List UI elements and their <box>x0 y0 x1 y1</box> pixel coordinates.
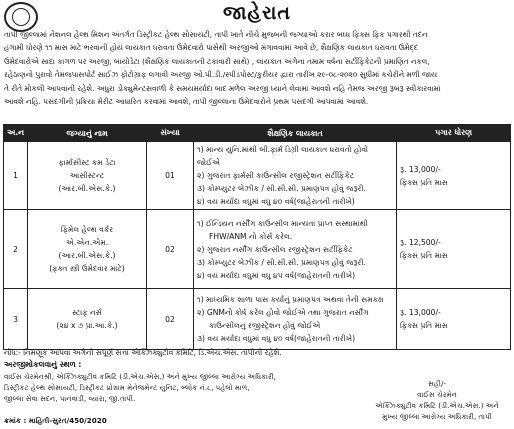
address-line: ડિસ્ટ્રીકટ હેલ્થ સોસાયટી, ડિસ્ટ્રીકટ પ્રોગ્રામ મેનેજમેન્ટ યુનિટ, બ્લોક નં.૮, પહેલો માળ, <box>4 383 250 392</box>
post-name-line: આસીસ્ટન્ટ <box>69 171 105 180</box>
header-count: સંખ્યા <box>147 125 194 142</box>
page-title: જાહેરાત <box>222 2 292 24</box>
post-name-line: એ.એન.એમ. <box>65 238 109 247</box>
pay-amount: રૂ. 13,000/- <box>400 308 441 317</box>
qualification-line: ૧) માન્ય યુનિ.માંથી બી.ફાર્મ ડિગ્રી લાયકાત ધરાવતો હોવો જોઈએ <box>197 145 368 167</box>
table-header-row <box>4 125 511 142</box>
address-line: જીલ્લા સેવા સદન, પાનવાડી, વ્યારા, જી.તાપી. <box>4 394 136 403</box>
reference-number: ક્રમાંક : માહિતી-સુરત/450/2020 <box>4 416 107 425</box>
row-qualification <box>194 142 397 210</box>
intro-line: રહેઠાણનો પુરાવો તેમજપાસપોર્ટ સાઈઝ ફોટોગ્રાફ લગાવી અરજી ઓ.પી.ડી./સ્પીડપોસ્ટ/કુરીયર દ્વારા તારીખ ૨૯-૦૮-૨૦૨૦ સુધીમાં કચેરીને મળી જાય <box>4 70 438 80</box>
qualification-line: ૩) કોમ્પ્યુટર બેઝીક / સી.સી.સી. પ્રમાણપત્ર હોવું જરૂરી. <box>197 257 366 267</box>
header-post-name: જગ્યાનું નામ <box>28 125 147 142</box>
qualification-line: ૨) ગુજરાત ફાર્મસી કાઉન્સીલ રજીસ્ટ્રેશન સર્ટીફિકેટ <box>197 171 355 180</box>
post-name-line: ફાર્માસીસ્ટ કમ ડેટા <box>58 158 116 167</box>
pay-period: ફિક્સ પ્રતિ માસ <box>400 177 448 187</box>
row-pay <box>397 210 511 289</box>
row-qualification <box>194 210 397 289</box>
row-serial: 1 <box>4 142 28 210</box>
table-row <box>4 289 511 350</box>
qualification-line: ૩) કોમ્પ્યુટર બેઝીક / સી.સી.સી. પ્રમાણપત્ર હોવું જરૂરી. <box>197 184 366 193</box>
signature-line: મુખ્ય જીલ્લા આરોગ્ય અધિકારી, તાપી <box>382 412 492 421</box>
header-pay-scale: પગાર ધોરણ <box>397 125 511 142</box>
post-name-line: ફિમેલ હેલ્થ વર્કર <box>60 225 114 234</box>
header-serial: અ.ન <box>4 125 28 142</box>
pay-period: ફિક્સ પ્રતિ માસ <box>400 321 448 330</box>
table-row <box>4 210 511 289</box>
post-name-line: સ્ટાફ નર્સ <box>72 308 102 317</box>
qualification-line: ૩) વય મર્યાદા વધુમાં વધુ ૪૦ વર્ષ(જાહેરાતની તારીખે) <box>197 334 356 343</box>
intro-paragraph <box>4 28 510 108</box>
pay-period: ફિક્સ પ્રતિ માસ <box>400 251 448 260</box>
note-text: નોંધ:- નિમણૂંક આપવા અંગેની સંપૂર્ણ સત્તા એક્ઝિક્યુટીવ કમિટિ, ડિ.એચ.એસ. તાપીની રહેશે. <box>4 348 282 357</box>
intro-line: આવશે નહિ. પસંદગીની પ્રક્રિયા મેરીટ આધારિત કરવામાં આવશે, તાપી જીલ્લાના ઉમેદવારોને પ્રથમ પસંદગી આપવામાં આવશે. <box>4 97 369 107</box>
row-post-name <box>28 142 147 210</box>
post-name-line: (ફક્ત સ્ત્રી ઉમેદવાર માટે) <box>49 264 125 273</box>
signature-line: વાઈસ ચેરમેન <box>417 390 457 399</box>
qualification-line: ૪) વય મર્યાદા વધુમાં વધુ ૪૫ વર્ષ(જાહેરાતની તારીખે) <box>197 270 356 280</box>
signature-line: એક્ઝિક્યુટીવ કમિટિ (ડી.એચ.એસ.) અને <box>375 401 499 410</box>
post-name-line: (આર.બી.એસ.કે.) <box>58 184 116 193</box>
signature-block <box>362 378 512 422</box>
row-qualification <box>194 289 397 350</box>
address-line: વાઈસ ચેરમેનશ્રી, એક્ઝિક્યુટીવ કમિટિ (ડી.એચ.એસ.) અને મુખ્ય જીલ્લા આરોગ્ય અધિકારી, <box>4 372 277 381</box>
qualification-line: ૧) માધ્યમિક શાળા પાસ કર્યાનું પ્રમાણપત્ર અથવા તેની સમકક્ષ <box>197 295 384 304</box>
pay-amount: રૂ. 12,500/- <box>400 238 441 247</box>
signature-line: સહી/- <box>427 379 446 388</box>
row-post-name <box>28 210 147 289</box>
intro-line: હંગામી ધોરણે ૧૧ માસ માટે ભરવાની હોય લાયકાત ધરાવતા ઉમેદવારો પાસેથી અરજીઓ મંગાવવામાં આવે છે, શૈક્ષણિક લાયકાત ધરાવતા ઉમેદ્દ <box>4 43 418 53</box>
intro-line: તાપી જીલ્લામાં નેશનલ હેલ્થ મિશન અંતર્ગત ડિસ્ટ્રીકટ હેલ્થ સોસાયટી, તાપી ખાતે નીચે મુજબની જગ્યાઓ કરાર બધ્ધ ફિક્સ ફિક પગારથી તદન <box>4 30 428 39</box>
table-row <box>4 142 511 210</box>
pay-amount: રૂ. 13,000/- <box>400 164 441 174</box>
row-pay <box>397 142 511 210</box>
address-block <box>4 371 334 404</box>
row-post-name <box>28 289 147 350</box>
qualification-line: ૪) વય મર્યાદા વધુમાં વધુ ૪૦ વર્ષ(જાહેરાતની તારીખે) <box>197 197 355 206</box>
intro-line: તે રીતે મોકલી આપવાની રહેશે. અધુરા ડોક્યુમેન્ટસવાળી કે સમયમર્યાદા બાદ મળેલ અરજી ધ્યાને લેવામાં આવશે નહિ તેમજ અરજી રૂબરૂ સ્વીકારવામાં <box>4 83 441 93</box>
address-heading: અરજીમોકલવાનું સ્થળ : <box>4 360 82 369</box>
post-name-line: (આર.બી.એસ.કે.) <box>58 251 116 260</box>
row-count: 01 <box>147 142 194 210</box>
post-name-line: (૨૪ x ૭ પ્રા.આ.કે.) <box>56 321 118 330</box>
qualification-line: કાઉન્સીલનું રજીસ્ટ્રેશન હોવું જોઈએ <box>209 321 321 330</box>
qualification-line: ૨) ગુજરાત નર્સીંગ કાઉન્સીલ રજીસ્ટ્રેશન સર્ટીફિકેટ <box>197 244 353 254</box>
qualification-line: ૧) ઈન્ડિયન નર્સીંગ કાઉન્સીલ માન્યતા પ્રાપ્ત સંસ્થામાંથી <box>197 218 368 228</box>
row-count: 02 <box>147 210 194 289</box>
row-count: 02 <box>147 289 194 350</box>
header-qualification: શૈક્ષણિક લાયકાત <box>194 125 397 142</box>
qualification-line: FHW/ANM નો કોર્સ કરેલ. <box>209 231 293 241</box>
intro-line: ઉમેદવારોએ સાદા કાગળ પર અરજી, બાયોડેટા (શૈક્ષણિક લાયકાતની ટકાવારી સાથે) , લાયકાત અંગેના તમામ વર્ષના સર્ટીફિકેટની પ્રમાણિત નકલ, <box>4 56 430 66</box>
posts-table <box>3 124 511 350</box>
row-serial: 3 <box>4 289 28 350</box>
row-pay <box>397 289 511 350</box>
qualification-line: ૨) GNMનો કોર્ષ કરેલ હોવો જોઈએ તથા ગુજરાત નર્સીંગ <box>197 308 369 317</box>
row-serial: 2 <box>4 210 28 289</box>
